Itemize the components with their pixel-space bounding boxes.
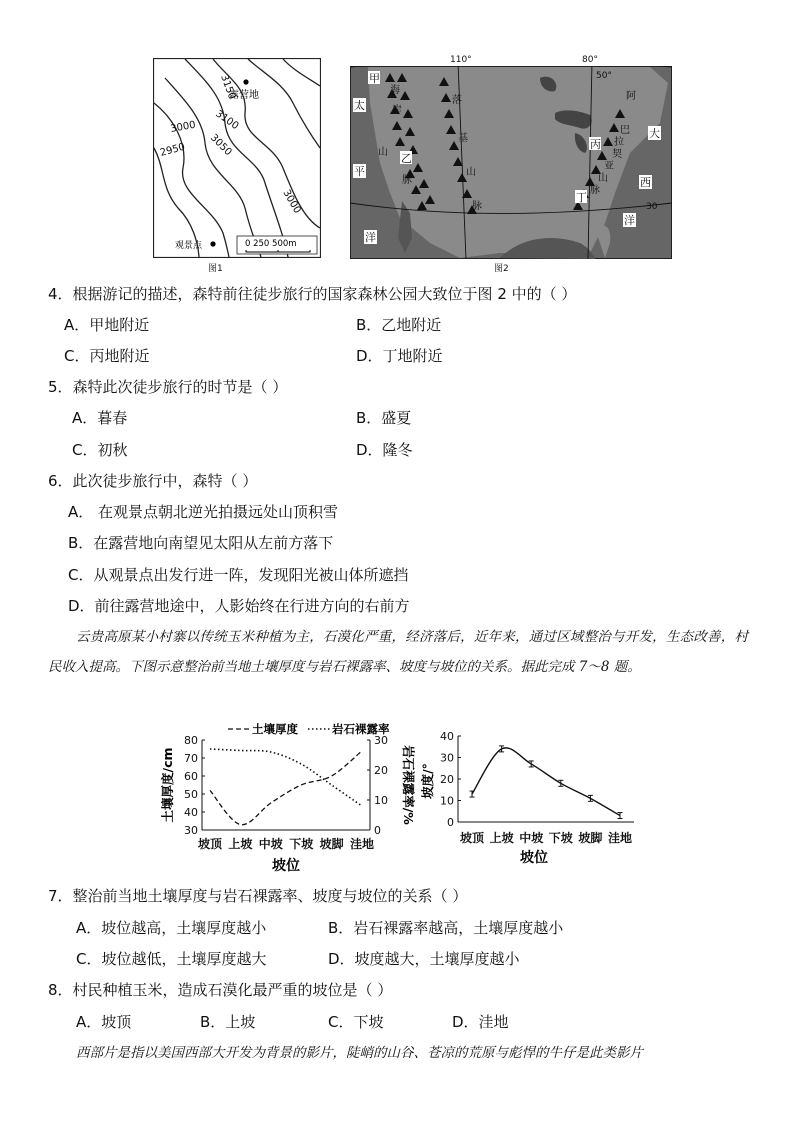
appalachian-label-5: 亚 [604,161,614,172]
x-tick-label: 下坡 [289,837,314,851]
q8-option-d: D．洼地 [452,1013,509,1031]
y-tick-left: 60 [184,770,198,783]
x-tick-label: 中坡 [258,837,283,851]
contour-label: 3000 [169,119,197,135]
legend-soil-label: 土壤厚度 [252,722,298,736]
pacific-label-2: 平 [354,165,365,178]
y-tick: 10 [440,794,454,808]
appalachian-label-7: 脉 [590,185,600,196]
rocky-label-4: 脉 [472,201,482,212]
y-tick: 40 [440,730,454,743]
viewpoint-label: 观景点 [175,241,203,251]
y-tick-left: 40 [184,806,198,819]
q4-option-c: C．丙地附近 [64,347,150,365]
q8-option-a: A．坡顶 [76,1013,132,1031]
q4-option-a: A．甲地附近 [64,316,150,334]
y-tick: 20 [440,773,454,786]
q8-option-c: C．下坡 [328,1013,384,1031]
chart-slope-gradient [420,726,640,876]
x-tick-label: 上坡 [489,831,514,845]
q5-option-a: A．暮春 [72,409,128,427]
data-point-error-bar [618,813,623,819]
contour-label: 3000 [280,188,303,216]
q6-option-b: B．在露营地向南望见太阳从左前方落下 [68,534,334,552]
scale-label: 0 250 500m [245,239,297,249]
y-axis-label: 坡度/° [420,763,435,799]
y-axis-left-label: 土壤厚度/cm [160,747,175,823]
y-axis-right-label: 岩石裸露率/% [401,745,416,825]
x-tick-label: 洼地 [607,831,633,845]
q6-option-c: C．从观景点出发行进一阵，发现阳光被山体所遮挡 [68,566,409,584]
x-tick-label: 坡脚 [578,831,603,845]
coast-label-1: 海 [390,85,400,96]
contour-label: 2950 [158,141,187,159]
y-tick: 0 [447,816,454,829]
x-tick-label: 洼地 [349,837,375,851]
figure-1-contour-map [153,58,321,258]
y-tick-left: 80 [184,734,198,747]
question-6-stem: 6．此次徒步旅行中，森特（ ） [48,472,258,490]
contour-label: 3100 [213,108,241,133]
camp-marker [243,79,248,84]
contour-label: 3150 [218,73,238,101]
passage-western-films: 西部片是指以美国西部大开发为背景的影片，陡峭的山谷、苍凉的荒原与彪悍的牛仔是此类影片 [76,1045,643,1061]
x-tick-label: 坡脚 [319,837,344,851]
coast-label-2: 岸 [392,105,402,116]
x-tick-label: 下坡 [548,831,573,845]
q8-option-b: B．上坡 [200,1013,256,1031]
x-tick-label: 坡顶 [459,831,485,845]
x-tick-label: 坡顶 [197,837,223,851]
viewpoint-marker [210,241,215,246]
lon-80-label: 80° [582,55,598,65]
series-soil-thickness [210,751,362,825]
lon-110-label: 110° [450,55,472,65]
q7-option-d: D．坡度越大，土壤厚度越小 [328,950,520,968]
camp-label: 露营地 [229,90,259,101]
x-tick-label: 中坡 [519,831,544,845]
lat-30-label: 30 [646,202,658,212]
rocky-label-3: 山 [466,167,476,178]
coast-label-4: 脉 [402,175,412,186]
place-jia: 甲 [369,72,380,85]
data-point-error-bar [529,761,534,767]
y-tick-left: 30 [184,824,198,837]
appalachian-label-2: 巴 [620,125,630,136]
appalachian-label-1: 阿 [626,91,636,102]
question-5-stem: 5．森特此次徒步旅行的时节是（ ） [48,378,288,396]
y-tick-right: 20 [374,764,388,777]
rocky-label-2: 基 [458,133,468,144]
x-axis-label: 坡位 [272,858,300,874]
q7-option-b: B．岩石裸露率越高，土壤厚度越小 [328,919,564,937]
q5-option-b: B．盛夏 [356,409,412,427]
y-tick-right: 30 [374,734,388,747]
legend-rock-label: 岩石裸露率 [332,722,390,736]
y-tick: 30 [440,751,454,765]
data-point-error-bar [588,795,593,801]
question-7-stem: 7．整治前当地土壤厚度与岩石裸露率、坡度与坡位的关系（ ） [48,887,468,905]
passage-7-8: 云贵高原某小村寨以传统玉米种植为主，石漠化严重，经济落后，近年来，通过区域整治与开发，生态改善，村民收入提高。下图示意整治前当地土壤厚度与岩石裸露率、坡度与坡位的关系。据此完成 7～8 题。 [48,629,748,675]
pacific-label-1: 太 [354,99,365,112]
rocky-label-1: 落 [452,95,462,106]
atlantic-label-1: 大 [649,127,660,140]
place-bing: 丙 [590,138,601,151]
y-tick-left: 70 [184,752,198,765]
chart-soil-thickness-rock-exposure [158,720,420,876]
appalachian-label-4: 契 [612,149,622,160]
atlantic-label-3: 洋 [624,214,635,227]
q7-option-c: C．坡位越低，土壤厚度越大 [76,950,267,968]
question-4-stem: 4．根据游记的描述，森特前往徒步旅行的国家森林公园大致位于图 2 中的（ ） [48,285,577,303]
series-slope [472,748,620,816]
atlantic-label-2: 西 [640,176,651,189]
coast-label-3: 山 [378,147,388,158]
lat-50-label: 50° [596,71,612,81]
q5-option-c: C．初秋 [72,441,128,459]
q4-option-d: D．丁地附近 [356,347,443,365]
contour-label: 3050 [207,132,234,159]
q6-option-d: D．前往露营地途中，人影始终在行进方向的右前方 [68,597,410,615]
appalachian-label-3: 拉 [614,137,624,148]
y-tick-left: 50 [184,788,198,801]
x-axis-label: 坡位 [520,850,548,866]
place-ding: 丁 [576,191,587,204]
x-tick-label: 上坡 [228,837,253,851]
figure-2-north-america-map [350,53,672,259]
q7-option-a: A．坡位越高，土壤厚度越小 [76,919,267,937]
pacific-label-3: 洋 [365,231,376,244]
figure-1-caption: 图1 [208,264,223,274]
figure-2-caption: 图2 [494,264,509,274]
place-yi: 乙 [401,152,412,165]
q6-option-a: A． 在观景点朝北逆光拍摄远处山顶积雪 [68,503,339,521]
series-rock-exposure [210,749,362,806]
y-tick-right: 0 [374,824,381,837]
question-8-stem: 8．村民种植玉米，造成石漠化最严重的坡位是（ ） [48,981,393,999]
y-tick-right: 10 [374,794,388,807]
appalachian-label-6: 山 [598,173,608,184]
q4-option-b: B．乙地附近 [356,316,442,334]
q5-option-d: D．隆冬 [356,441,413,459]
data-point-error-bar [558,780,563,786]
